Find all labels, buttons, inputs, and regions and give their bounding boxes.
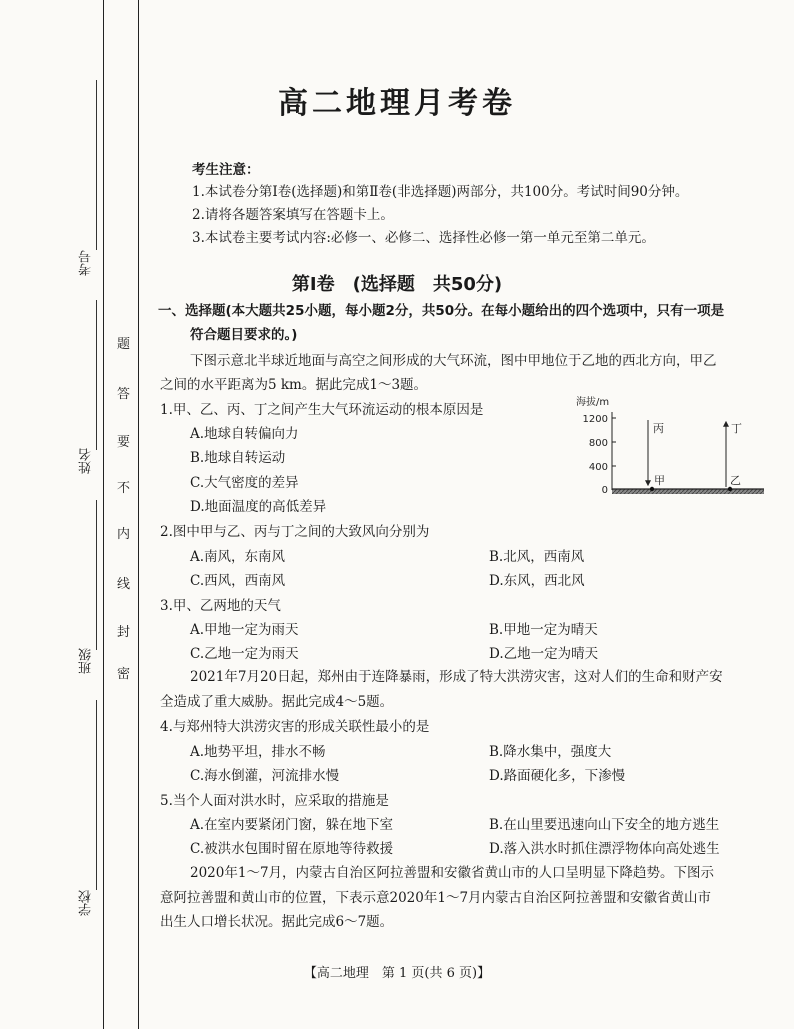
question-option[interactable]: B.降水集中，强度大 <box>489 744 612 760</box>
question-option[interactable]: C.大气密度的差异 <box>190 475 299 491</box>
figure-ground <box>612 489 764 494</box>
question-option[interactable]: B.地球自转运动 <box>190 450 286 466</box>
seal-char: 答 <box>117 387 131 402</box>
question-option[interactable]: D.路面硬化多，下渗慢 <box>489 768 626 784</box>
page-footer: 【高二地理 第 1 页(共 6 页)】 <box>303 966 491 981</box>
question-option[interactable]: C.被洪水包围时留在原地等待救援 <box>190 841 394 857</box>
question-stem: 5.当个人面对洪水时，应采取的措施是 <box>160 793 389 809</box>
question-option[interactable]: C.西风，西南风 <box>190 573 286 589</box>
margin-label-school: 学校 <box>79 890 94 916</box>
passage-line: 出生人口增长状况。据此完成6～7题。 <box>160 914 394 930</box>
label-jia: 甲 <box>654 474 665 487</box>
notice-item: 3.本试卷主要考试内容:必修一、必修二、选择性必修一第一单元至第二单元。 <box>192 230 655 246</box>
question-option[interactable]: A.南风，东南风 <box>190 549 286 565</box>
margin-label-name: 姓名 <box>79 448 94 474</box>
point-jia <box>650 487 654 491</box>
class-blank[interactable] <box>96 500 97 650</box>
figure-tick-label: 1200 <box>582 414 608 425</box>
margin-label-class: 班级 <box>79 648 94 674</box>
question-option[interactable]: C.海水倒灌，河流排水慢 <box>190 768 340 784</box>
passage-line: 2021年7月20日起，郑州由于连降暴雨，形成了特大洪涝灾害，这对人们的生命和财产安 <box>190 669 723 685</box>
notice-heading: 考生注意： <box>192 162 260 178</box>
passage-line: 意阿拉善盟和黄山市的位置，下表示意2020年1～7月内蒙古自治区阿拉善盟和安徽省黄山市 <box>160 890 712 906</box>
passage-line: 2020年1～7月，内蒙古自治区阿拉善盟和安徽省黄山市的人口呈明显下降趋势。下图示 <box>190 865 715 881</box>
question-option[interactable]: B.在山里要迅速向山下安全的地方逃生 <box>489 817 720 833</box>
name-blank[interactable] <box>96 300 97 450</box>
question-option[interactable]: C.乙地一定为雨天 <box>190 646 299 662</box>
question-option[interactable]: A.甲地一定为雨天 <box>190 622 299 638</box>
question-option[interactable]: B.北风，西南风 <box>489 549 585 565</box>
question-stem: 2.图中甲与乙、丙与丁之间的大致风向分别为 <box>160 524 430 540</box>
seal-char: 题 <box>117 337 131 352</box>
label-bing: 丙 <box>653 422 664 435</box>
page-title: 高二地理月考卷 <box>278 86 516 121</box>
question-stem: 1.甲、乙、丙、丁之间产生大气环流运动的根本原因是 <box>160 402 484 418</box>
point-yi <box>728 487 732 491</box>
passage-line: 下图示意北半球近地面与高空之间形成的大气环流，图中甲地位于乙地的西北方向，甲乙 <box>190 353 717 369</box>
margin-label-exam-number: 考号 <box>79 250 94 276</box>
question-option[interactable]: B.甲地一定为晴天 <box>489 622 598 638</box>
question-option[interactable]: A.地势平坦，排水不畅 <box>190 744 326 760</box>
binding-line-outer <box>103 0 104 1029</box>
notice-item: 1.本试卷分第Ⅰ卷(选择题)和第Ⅱ卷(非选择题)两部分，共100分。考试时间90分钟。 <box>192 184 689 200</box>
instruction-line: 符合题目要求的。) <box>190 327 298 343</box>
question-option[interactable]: D.乙地一定为晴天 <box>489 646 599 662</box>
question-stem: 4.与郑州特大洪涝灾害的形成关联性最小的是 <box>160 719 430 735</box>
circulation-figure <box>570 392 770 504</box>
question-option[interactable]: D.地面温度的高低差异 <box>190 499 327 515</box>
binding-line-inner <box>138 0 139 1029</box>
figure-ylabel: 海拔/m <box>576 397 610 408</box>
passage-line: 全造成了重大威胁。据此完成4～5题。 <box>160 694 394 710</box>
notice-item: 2.请将各题答案填写在答题卡上。 <box>192 207 394 223</box>
seal-char: 密 <box>117 667 131 682</box>
seal-char: 封 <box>117 625 131 640</box>
seal-char: 内 <box>117 527 131 542</box>
passage-line: 之间的水平距离为5 km。据此完成1～3题。 <box>160 377 428 393</box>
figure-tick-label: 800 <box>588 438 608 449</box>
school-blank[interactable] <box>96 700 97 890</box>
question-option[interactable]: D.东风，西北风 <box>489 573 585 589</box>
label-ding: 丁 <box>731 422 742 435</box>
seal-char: 线 <box>117 577 131 592</box>
question-stem: 3.甲、乙两地的天气 <box>160 598 281 614</box>
instruction-line: 一、选择题(本大题共25小题，每小题2分，共50分。在每小题给出的四个选项中，只有一项是 <box>158 303 725 319</box>
question-option[interactable]: A.地球自转偏向力 <box>190 426 299 442</box>
figure-tick-label: 400 <box>588 462 608 473</box>
label-yi: 乙 <box>730 474 741 487</box>
seal-char: 要 <box>117 435 131 450</box>
figure-tick-label: 0 <box>601 485 608 496</box>
seal-char: 不 <box>117 481 131 496</box>
question-option[interactable]: D.落入洪水时抓住漂浮物体向高处逃生 <box>489 841 720 857</box>
section-heading: 第Ⅰ卷 (选择题 共50分) <box>291 274 503 295</box>
question-option[interactable]: A.在室内要紧闭门窗，躲在地下室 <box>190 817 394 833</box>
